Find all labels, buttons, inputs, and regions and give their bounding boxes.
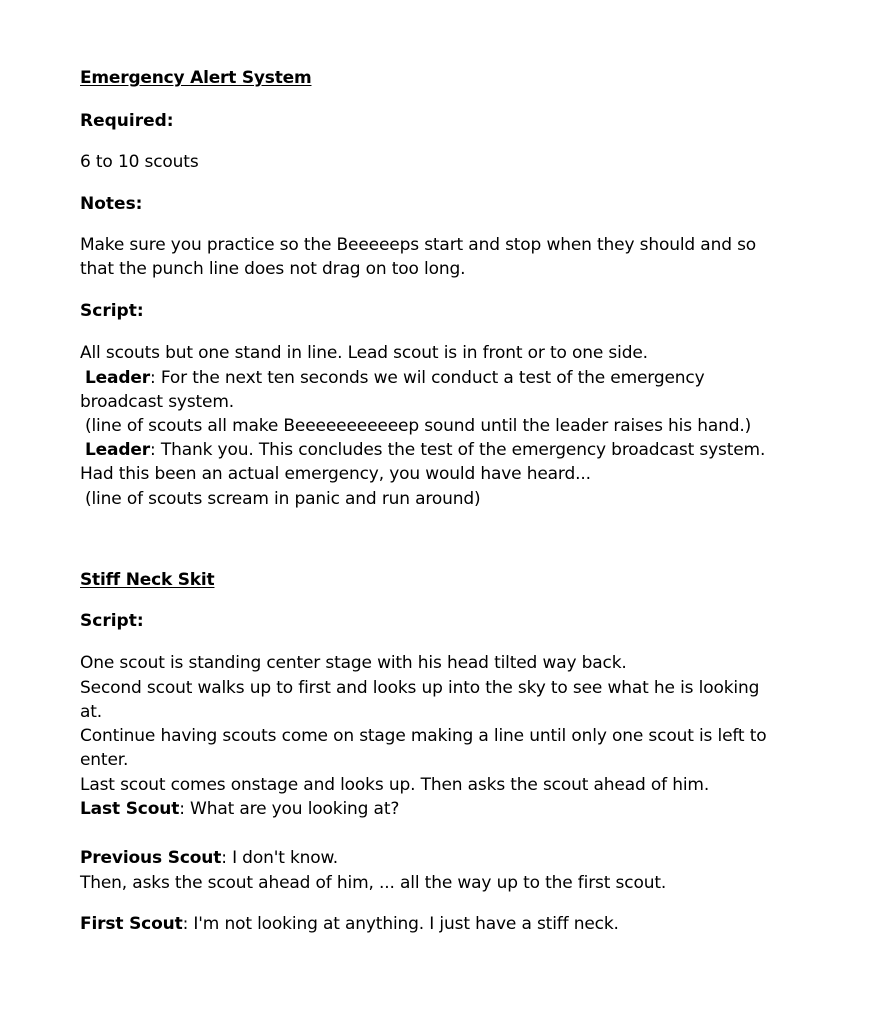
skit-line-2: Second scout walks up to first and looks up into the sky to see what he is looking: [80, 678, 760, 698]
skit-line-6: Last scout comes onstage and looks up. Then asks the scout ahead of him.: [80, 775, 710, 795]
script-line-2: [85, 368, 705, 388]
required-label: Required:: [80, 111, 174, 131]
speaker-text: : I don't know.: [221, 848, 339, 868]
speaker-name: Leader: [85, 440, 151, 460]
section-title-stiff-neck: Stiff Neck Skit: [80, 570, 215, 590]
skit-line-7: [80, 799, 399, 819]
script-line-7: (line of scouts scream in panic and run around): [85, 489, 481, 509]
speaker-text: : Thank you. This concludes the test of the emergency broadcast system.: [150, 440, 766, 460]
section-title-emergency-alert: Emergency Alert System: [80, 68, 312, 88]
script-line-3: broadcast system.: [80, 392, 235, 412]
speaker-text: : For the next ten seconds we wil conduct a test of the emergency: [150, 368, 705, 388]
script-line-6: Had this been an actual emergency, you would have heard...: [80, 464, 591, 484]
speaker-text: : I'm not looking at anything. I just have a stiff neck.: [182, 914, 619, 934]
script-line-4: (line of scouts all make Beeeeeeeeeeep sound until the leader raises his hand.): [85, 416, 752, 436]
speaker-name: Last Scout: [80, 799, 180, 819]
script-label-1: Script:: [80, 301, 144, 321]
speaker-name: Leader: [85, 368, 151, 388]
skit-line-5: enter.: [80, 750, 129, 770]
skit-line-9: Then, asks the scout ahead of him, ... all the way up to the first scout.: [80, 873, 667, 893]
script-label-2: Script:: [80, 611, 144, 631]
required-value: 6 to 10 scouts: [80, 152, 199, 172]
skit-line-10: [80, 914, 619, 934]
script-line-5: [85, 440, 765, 460]
speaker-text: : What are you looking at?: [179, 799, 400, 819]
notes-label: Notes:: [80, 194, 143, 214]
skit-line-1: One scout is standing center stage with his head tilted way back.: [80, 653, 627, 673]
skit-line-4: Continue having scouts come on stage making a line until only one scout is left to: [80, 726, 767, 746]
notes-line-2: that the punch line does not drag on too long.: [80, 259, 466, 279]
script-line-1: All scouts but one stand in line. Lead scout is in front or to one side.: [80, 343, 648, 363]
notes-line-1: Make sure you practice so the Beeeeeps start and stop when they should and so: [80, 235, 757, 255]
speaker-name: First Scout: [80, 914, 183, 934]
skit-line-3: at.: [80, 702, 103, 722]
skit-line-8: [80, 848, 338, 868]
speaker-name: Previous Scout: [80, 848, 222, 868]
